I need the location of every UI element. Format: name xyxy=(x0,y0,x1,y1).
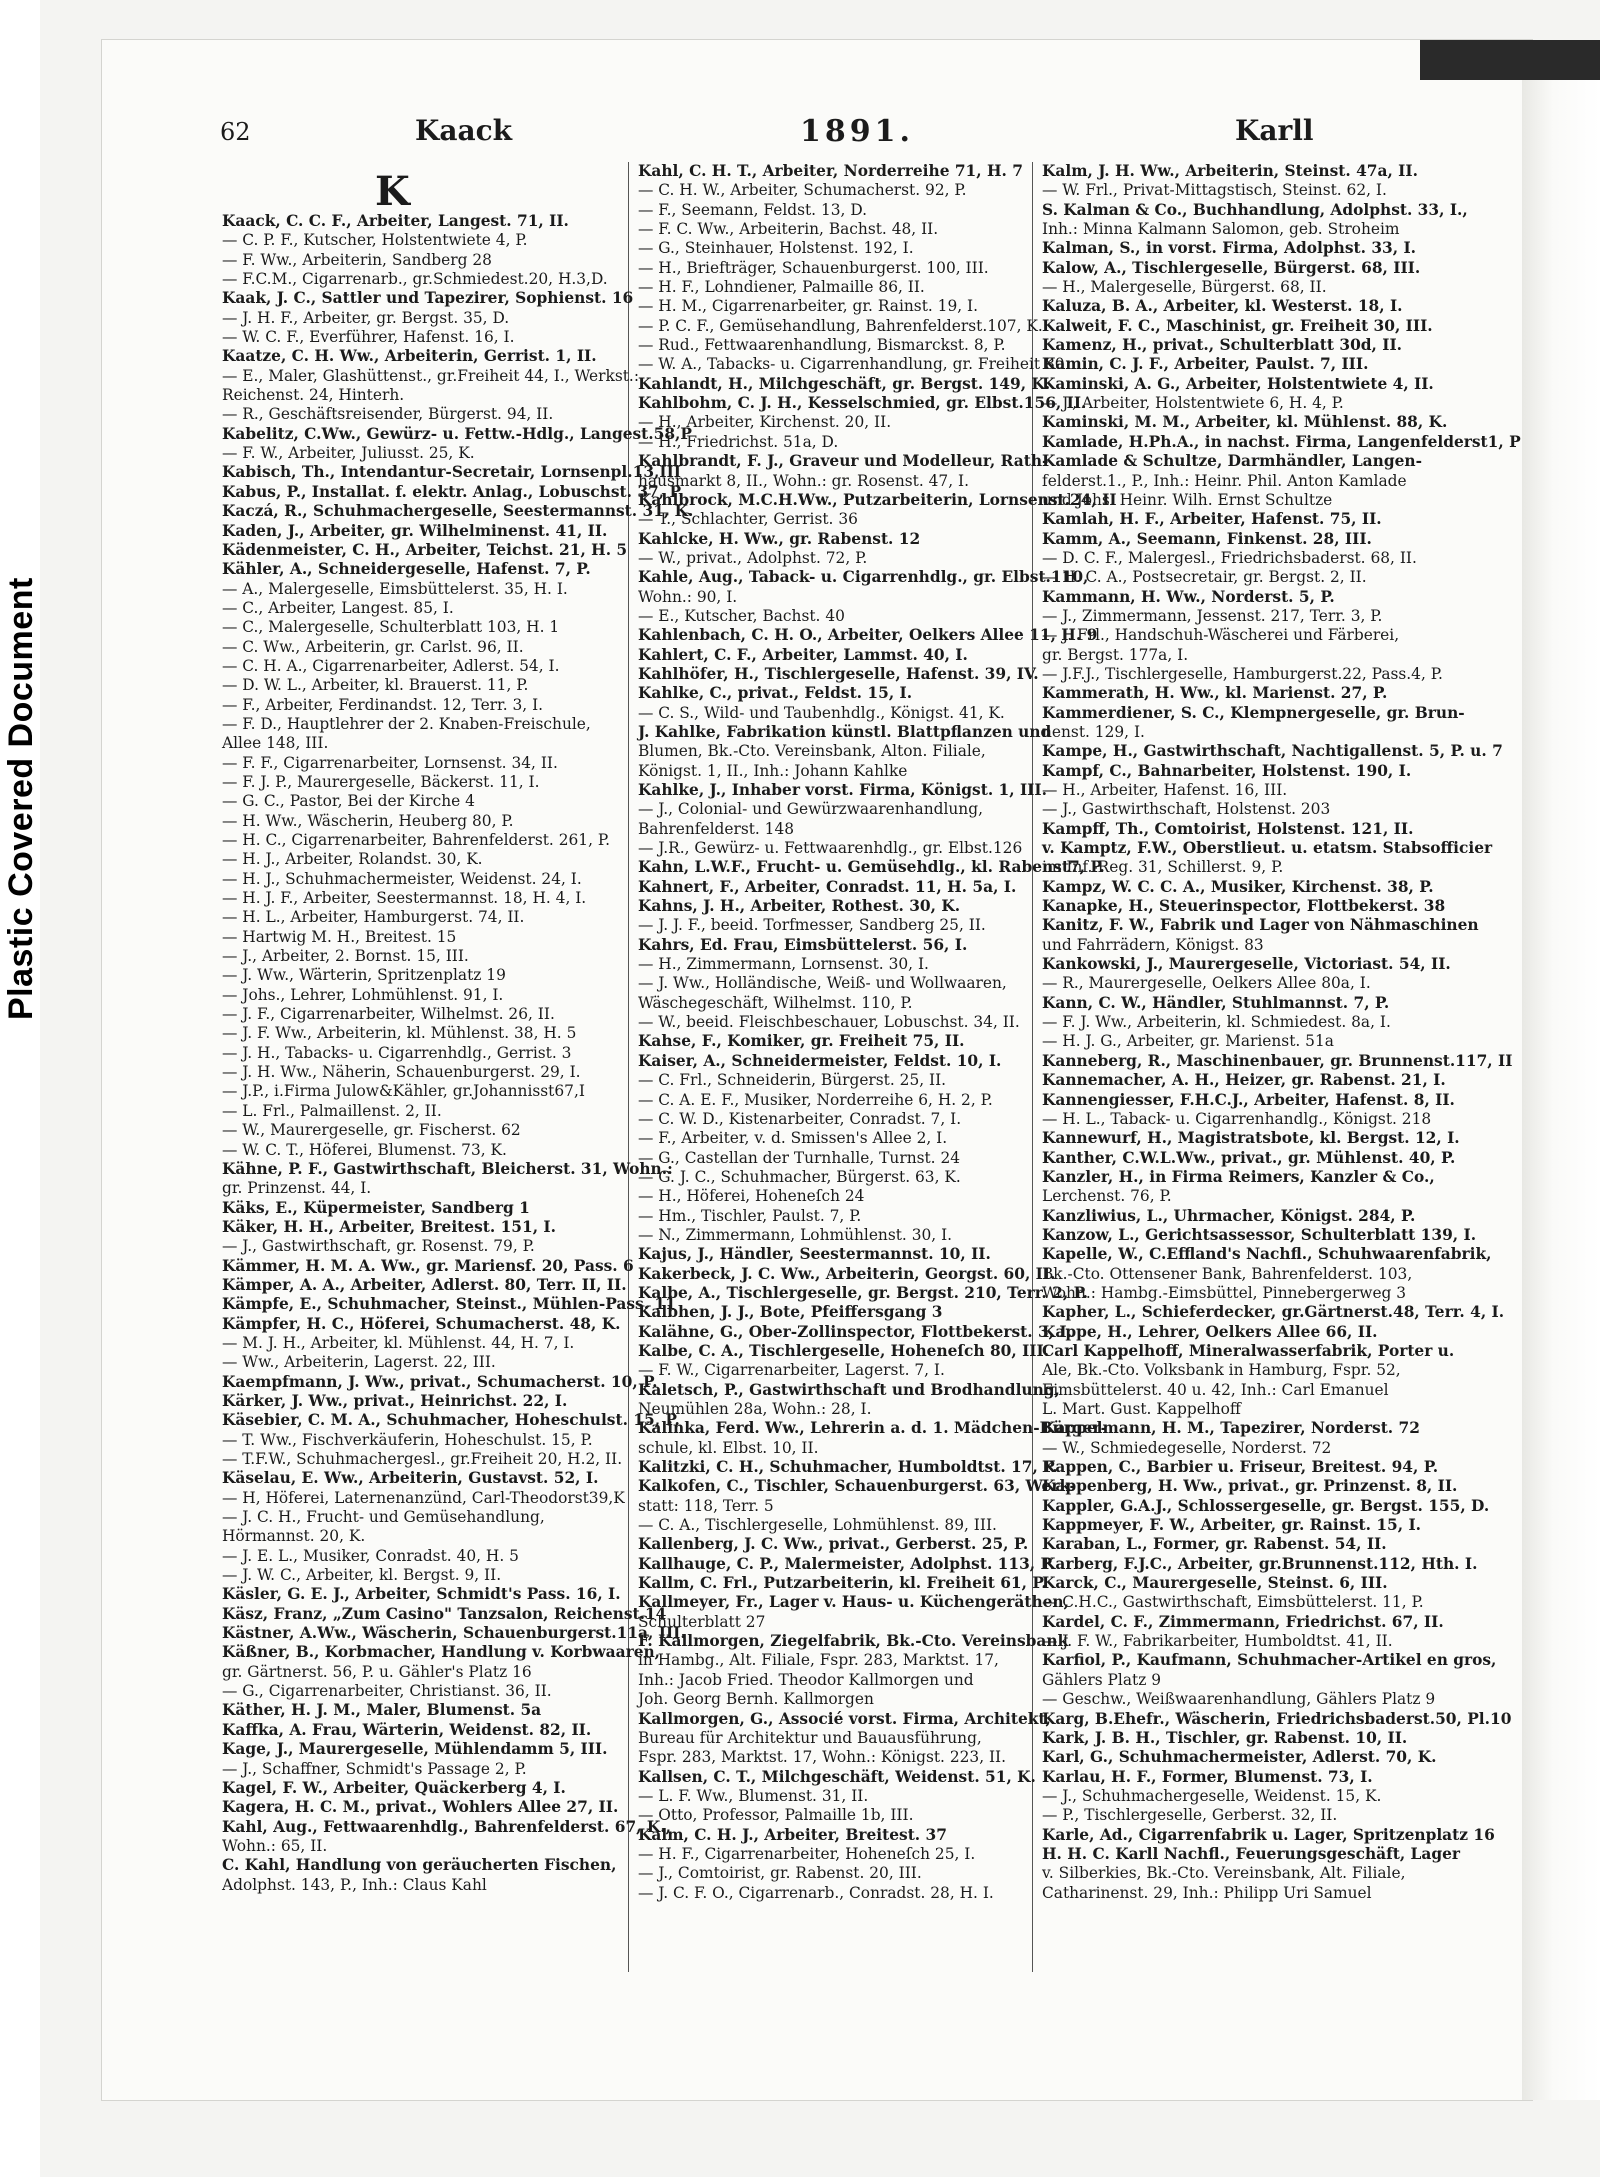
directory-entry: Reichenst. 24, Hinterh. xyxy=(222,386,405,405)
directory-entry: Karl, G., Schuhmachermeister, Adlerst. 70, K. xyxy=(1042,1748,1437,1767)
directory-entry: — H., Arbeiter, Hafenst. 16, III. xyxy=(1042,781,1288,799)
directory-entry: Königst. 1, II., Inh.: Johann Kahlke xyxy=(638,761,908,780)
directory-entry: und Johs. Heinr. Wilh. Ernst Schultze xyxy=(1042,490,1333,509)
directory-entry: Kallsen, C. T., Milchgeschäft, Weidenst. 51, K. xyxy=(638,1767,1036,1786)
directory-entry: — W. A., Tabacks- u. Cigarrenhandlung, gr. Freiheit 80 xyxy=(638,355,1065,374)
directory-entry: statt: 118, Terr. 5 xyxy=(638,1496,774,1515)
directory-entry: — J. J. F., beeid. Torfmesser, Sandberg 25, II. xyxy=(638,916,986,935)
directory-entry: Kalitzki, C. H., Schuhmacher, Humboldtst. 17, P. xyxy=(638,1458,1058,1477)
directory-entry: Hörmannst. 20, K. xyxy=(222,1527,366,1546)
directory-entry: Kalman, S., in vorst. Firma, Adolphst. 33, I. xyxy=(1042,239,1417,258)
directory-entry: gr. Bergst. 177a, I. xyxy=(1042,645,1189,664)
directory-entry: Karle, Ad., Cigarrenfabrik u. Lager, Spritzenplatz 16 xyxy=(1042,1825,1495,1844)
directory-entry: F. Kallmorgen, Ziegelfabrik, Bk.-Cto. Vereinsbank xyxy=(638,1632,1069,1651)
directory-entry: Kannewurf, H., Magistratsbote, kl. Bergst. 12, I. xyxy=(1042,1129,1460,1148)
directory-entry: — G. C., Pastor, Bei der Kirche 4 xyxy=(222,792,475,811)
directory-entry: — G., Steinhauer, Holstenst. 192, I. xyxy=(638,239,914,258)
directory-entry: — F. J. P., Maurergeselle, Bäckerst. 11, I. xyxy=(222,772,540,791)
directory-entry: — H., Zimmermann, Lornsenst. 30, I. xyxy=(638,955,929,974)
directory-entry: — R., Maurergeselle, Oelkers Allee 80a, I. xyxy=(1042,974,1371,993)
directory-entry: Kahlbrandt, F. J., Graveur und Modelleur, Rath- xyxy=(638,452,1049,471)
directory-entry: — J. H. F., Arbeiter, gr. Bergst. 35, D. xyxy=(222,308,510,327)
directory-entry: — R., Geschäftsreisender, Bürgerst. 94, II. xyxy=(222,405,554,424)
directory-entry: — Hm., Tischler, Paulst. 7, P. xyxy=(638,1206,862,1225)
directory-entry: Kahn, L.W.F., Frucht- u. Gemüsehdlg., kl. Rabenst7, P. xyxy=(638,858,1105,877)
directory-entry: — F. J. Ww., Arbeiterin, kl. Schmiedest. 8a, I. xyxy=(1042,1013,1391,1032)
directory-entry: Wohn.: 65, II. xyxy=(222,1836,328,1855)
directory-entry: Karberg, F.J.C., Arbeiter, gr.Brunnenst.112, Hth. I. xyxy=(1042,1554,1478,1573)
directory-entry: Blumen, Bk.-Cto. Vereinsbank, Alton. Filiale, xyxy=(638,742,986,761)
directory-entry: Kämpfer, H. C., Höferei, Schumacherst. 48, K. xyxy=(222,1314,621,1333)
page-edge xyxy=(1522,40,1600,2100)
directory-entry: Kampe, H., Gastwirthschaft, Nachtigallenst. 5, P. u. 7 xyxy=(1042,742,1503,761)
directory-entry: Kanzliwius, L., Uhrmacher, Königst. 284, P. xyxy=(1042,1206,1416,1225)
directory-entry: — H., Briefträger, Schauenburgerst. 100, III. xyxy=(638,258,989,277)
directory-entry: Käker, H. H., Arbeiter, Breitest. 151, I. xyxy=(222,1217,556,1236)
directory-entry: — J.R., Gewürz- u. Fettwaarenhdlg., gr. Elbst.126 xyxy=(638,839,1023,858)
directory-entry: Käther, H. J. M., Maler, Blumenst. 5a xyxy=(222,1701,542,1720)
directory-entry: Kallhauge, C. P., Malermeister, Adolphst. 113, P. xyxy=(638,1554,1055,1573)
directory-entry: schule, kl. Elbst. 10, II. xyxy=(638,1438,819,1457)
directory-entry: Kahrs, Ed. Frau, Eimsbüttelerst. 56, I. xyxy=(638,935,968,954)
directory-entry: Bureau für Architektur und Bauausführung, xyxy=(638,1728,982,1747)
directory-entry: — J., Gastwirthschaft, gr. Rosenst. 79, P. xyxy=(222,1237,535,1256)
directory-entry: Kammerdiener, S. C., Klempnergeselle, gr. Brun- xyxy=(1042,703,1465,722)
left-catchword: Kaack xyxy=(415,114,513,147)
directory-entry: Kaack, C. C. F., Arbeiter, Langest. 71, II. xyxy=(222,212,569,230)
directory-entry: — J. W. C., Arbeiter, kl. Bergst. 9, II. xyxy=(222,1566,502,1585)
directory-entry: Kärker, J. Ww., privat., Heinrichst. 22, I. xyxy=(222,1391,568,1410)
directory-entry: Kakerbeck, J. C. Ww., Arbeiterin, Georgst. 60, II. xyxy=(638,1264,1056,1283)
directory-entry: Kahlhöfer, H., Tischlergeselle, Hafenst. 39, IV. xyxy=(638,664,1039,683)
directory-entry: — Hartwig M. H., Breitest. 15 xyxy=(222,927,457,946)
directory-entry: — J. Ww., Wärterin, Spritzenplatz 19 xyxy=(222,966,506,985)
directory-entry: — H. M., Cigarrenarbeiter, gr. Rainst. 19, I. xyxy=(638,297,979,316)
directory-entry: — D. C. F., Malergesl., Friedrichsbaderst. 68, II. xyxy=(1042,548,1417,567)
directory-entry: — Otto, Professor, Palmaille 1b, III. xyxy=(638,1806,914,1825)
directory-entry: Neumühlen 28a, Wohn.: 28, I. xyxy=(638,1400,872,1418)
directory-entry: Kaminski, A. G., Arbeiter, Holstentwiete 4, II. xyxy=(1042,374,1434,393)
directory-entry: Kästner, A.Ww., Wäscherin, Schauenburgerst.11a, III. xyxy=(222,1624,686,1643)
directory-entry: — J., Arbeiter, Holstentwiete 6, H. 4, P. xyxy=(1042,394,1344,413)
directory-entry: Kannemacher, A. H., Heizer, gr. Rabenst. 21, I. xyxy=(1042,1071,1446,1090)
directory-entry: in Hambg., Alt. Filiale, Fspr. 283, Marktst. 17, xyxy=(638,1651,999,1670)
directory-entry: im Inf.-Reg. 31, Schillerst. 9, P. xyxy=(1042,858,1284,877)
directory-entry: — F. Ww., Arbeiterin, Sandberg 28 xyxy=(222,250,492,269)
directory-entry: Kage, J., Maurergeselle, Mühlendamm 5, III. xyxy=(222,1740,608,1759)
directory-entry: — J. F. Ww., Arbeiterin, kl. Mühlenst. 38, H. 5 xyxy=(222,1024,577,1043)
directory-entry: Kahl, Aug., Fettwaarenhdlg., Bahrenfelderst. 67, K., xyxy=(222,1817,671,1836)
directory-entry: Kappenberg, H. Ww., privat., gr. Prinzenst. 8, II. xyxy=(1042,1477,1458,1496)
directory-entry: Eimsbüttelerst. 40 u. 42, Inh.: Carl Emanuel xyxy=(1042,1380,1389,1399)
directory-entry: — H. J., Schuhmachermeister, Weidenst. 24, I. xyxy=(222,869,582,888)
directory-entry: Kamm, A., Seemann, Finkenst. 28, III. xyxy=(1042,529,1372,548)
directory-entry: Kanitz, F. W., Fabrik und Lager von Nähmaschinen xyxy=(1042,916,1479,935)
entry-list xyxy=(1042,162,1521,1903)
directory-entry: — W. C. T., Höferei, Blumenst. 73, K. xyxy=(222,1140,507,1159)
directory-entry: Joh. Georg Bernh. Kallmorgen xyxy=(638,1690,874,1709)
directory-entry: Kappe, H., Lehrer, Oelkers Allee 66, II. xyxy=(1042,1322,1378,1341)
directory-entry: — C. A., Tischlergeselle, Lohmühlenst. 89, III. xyxy=(638,1516,997,1535)
directory-entry: Kahlke, J., Inhaber vorst. Firma, Königst. 1, III. xyxy=(638,781,1047,799)
directory-entry: — F. F., Cigarrenarbeiter, Lornsenst. 34, II. xyxy=(222,753,558,772)
directory-entry: Kallmorgen, G., Associé vorst. Firma, Architekt, xyxy=(638,1709,1051,1728)
directory-entry: — J., Schaffner, Schmidt's Passage 2, P. xyxy=(222,1759,527,1778)
directory-entry: — H. C. A., Postsecretair, gr. Bergst. 2, II. xyxy=(1042,568,1367,587)
directory-entry: Kammann, H. Ww., Norderst. 5, P. xyxy=(1042,587,1335,606)
directory-entry: Karaban, L., Former, gr. Rabenst. 54, II. xyxy=(1042,1535,1387,1554)
directory-entry: Kaczá, R., Schuhmachergeselle, Seestermannst. 31, K. xyxy=(222,502,694,521)
directory-entry: Kalbhen, J. J., Bote, Pfeiffersgang 3 xyxy=(638,1303,943,1322)
directory-entry: Allee 148, III. xyxy=(222,734,329,753)
directory-entry: Kahlke, C., privat., Feldst. 15, I. xyxy=(638,684,913,703)
directory-entry: Kahlbrock, M.C.H.Ww., Putzarbeiterin, Lornsenst.24, II xyxy=(638,490,1117,509)
directory-entry: Kanneberg, R., Maschinenbauer, gr. Brunnenst.117, II xyxy=(1042,1051,1513,1070)
directory-entry: Karck, C., Maurergeselle, Steinst. 6, III. xyxy=(1042,1574,1388,1593)
directory-entry: — F., Arbeiter, Ferdinandst. 12, Terr. 3, I. xyxy=(222,695,544,714)
directory-entry: Käsler, G. E. J., Arbeiter, Schmidt's Pass. 16, I. xyxy=(222,1585,621,1604)
directory-entry: Kaluza, B. A., Arbeiter, kl. Westerst. 18, I. xyxy=(1042,297,1403,316)
directory-entry: Catharinenst. 29, Inh.: Philipp Uri Samuel xyxy=(1042,1883,1372,1902)
directory-entry: Käks, E., Küpermeister, Sandberg 1 xyxy=(222,1198,530,1217)
directory-entry: Kahlandt, H., Milchgeschäft, gr. Bergst. 149, K. xyxy=(638,374,1051,393)
directory-entry: Kähler, A., Schneidergeselle, Hafenst. 7, P. xyxy=(222,560,591,579)
directory-entry: L. Mart. Gust. Kappelhoff xyxy=(1042,1400,1241,1418)
directory-entry: Ale, Bk.-Cto. Volksbank in Hamburg, Fspr. 52, xyxy=(1042,1361,1401,1380)
directory-entry: — Geschw., Weißwaarenhandlung, Gählers Platz 9 xyxy=(1042,1690,1436,1709)
directory-entry: Kämmer, H. M. A. Ww., gr. Mariensf. 20, Pass. 6 xyxy=(222,1256,634,1275)
directory-entry: und Fahrrädern, Königst. 83 xyxy=(1042,935,1264,954)
directory-entry: — J., Gastwirthschaft, Holstenst. 203 xyxy=(1042,800,1331,819)
directory-entry: Kampz, W. C. C. A., Musiker, Kirchenst. 38, P. xyxy=(1042,877,1434,896)
directory-entry: — J. F. W., Fabrikarbeiter, Humboldtst. 41, II. xyxy=(1042,1632,1393,1651)
directory-entry: — C., Malergeselle, Schulterblatt 103, H. 1 xyxy=(222,618,560,637)
directory-entry: — J., Arbeiter, 2. Bornst. 15, III. xyxy=(222,947,469,966)
directory-entry: Kanapke, H., Steuerinspector, Flottbekerst. 38 xyxy=(1042,897,1446,916)
directory-entry: Karg, B.Ehefr., Wäscherin, Friedrichsbaderst.50, Pl.10 xyxy=(1042,1709,1512,1728)
directory-entry: — T. Ww., Fischverkäuferin, Hoheschulst. 15, P. xyxy=(222,1430,593,1449)
directory-entry: — H. J. G., Arbeiter, gr. Marienst. 51a xyxy=(1042,1032,1334,1051)
directory-entry: — H. C., Cigarrenarbeiter, Bahrenfelderst. 261, P. xyxy=(222,831,610,849)
directory-entry: — C.H.C., Gastwirthschaft, Eimsbüttelerst. 11, P. xyxy=(1042,1593,1424,1612)
directory-entry: Inh.: Minna Kalmann Salomon, geb. Stroheim xyxy=(1042,220,1400,239)
directory-entry: — J., Zimmermann, Jessenst. 217, Terr. 3, P. xyxy=(1042,606,1383,625)
directory-entry: — C. P. F., Kutscher, Holstentwiete 4, P. xyxy=(222,231,528,250)
directory-entry: — F. D., Hauptlehrer der 2. Knaben-Freischule, xyxy=(222,714,591,733)
directory-entry: Kamlade, H.Ph.A., in nachst. Firma, Langenfelderst1, P xyxy=(1042,432,1521,451)
directory-entry: Kannengiesser, F.H.C.J., Arbeiter, Hafenst. 8, II. xyxy=(1042,1090,1455,1109)
directory-entry: Kann, C. W., Händler, Stuhlmannst. 7, P. xyxy=(1042,993,1390,1012)
directory-entry: — F.C.M., Cigarrenarb., gr.Schmiedest.20, H.3,D. xyxy=(222,270,608,289)
side-band xyxy=(0,0,40,2177)
directory-entry: — J. C. H., Frucht- und Gemüsehandlung, xyxy=(222,1508,545,1527)
directory-entry: Bk.-Cto. Ottensener Bank, Bahrenfelderst. 103, xyxy=(1042,1264,1413,1283)
directory-entry: — Rud., Fettwaarenhandlung, Bismarckst. 8, P. xyxy=(638,336,1006,355)
directory-entry: Kalkofen, C., Tischler, Schauenburgerst. 63, Werk- xyxy=(638,1477,1076,1496)
directory-entry: — G., Cigarrenarbeiter, Christianst. 36, II. xyxy=(222,1682,552,1701)
directory-entry: — J. F., Cigarrenarbeiter, Wilhelmst. 26, II. xyxy=(222,1005,555,1024)
directory-entry: — J.F.J., Tischlergeselle, Hamburgerst.22, Pass.4, P. xyxy=(1042,664,1443,683)
directory-entry: Kanzow, L., Gerichtsassessor, Schulterblatt 139, I. xyxy=(1042,1225,1477,1244)
directory-entry: Kappelmann, H. M., Tapezirer, Norderst. 72 xyxy=(1042,1419,1420,1438)
directory-entry: — J. H. Ww., Näherin, Schauenburgerst. 29, I. xyxy=(222,1063,581,1082)
directory-entry: — Ww., Arbeiterin, Lagerst. 22, III. xyxy=(222,1353,496,1372)
dark-corner xyxy=(1420,40,1600,80)
directory-entry: — F. C. Ww., Arbeiterin, Bachst. 48, II. xyxy=(638,220,939,239)
directory-entry: — C. W. D., Kistenarbeiter, Conradst. 7, I. xyxy=(638,1109,962,1128)
directory-entry: Kankowski, J., Maurergeselle, Victoriast. 54, II. xyxy=(1042,955,1451,974)
directory-entry: Kalweit, F. C., Maschinist, gr. Freiheit 30, III. xyxy=(1042,316,1433,335)
directory-entry: — H. J. F., Arbeiter, Seestermannst. 18, H. 4, I. xyxy=(222,889,587,908)
directory-entry: — F., Arbeiter, v. d. Smissen's Allee 2, I. xyxy=(638,1129,948,1148)
directory-entry: Kahl, C. H. T., Arbeiter, Norderreihe 71, H. 7 xyxy=(638,162,1023,180)
page-year: 1891. xyxy=(800,114,914,149)
directory-entry: gr. Gärtnerst. 56, P. u. Gähler's Platz 16 xyxy=(222,1662,532,1681)
directory-entry: Kallm, C. Frl., Putzarbeiterin, kl. Freiheit 61, P. xyxy=(638,1574,1047,1593)
directory-entry: — J., Schuhmachergeselle, Weidenst. 15, K. xyxy=(1042,1786,1382,1805)
directory-entry: S. Kalman & Co., Buchhandlung, Adolphst. 33, I., xyxy=(1042,200,1468,219)
directory-entry: — C. H. A., Cigarrenarbeiter, Adlerst. 54, I. xyxy=(222,656,560,675)
directory-entry: — J. Ww., Holländische, Weiß- und Wollwaaren, xyxy=(638,974,1007,993)
directory-entry: Kaempfmann, J. Ww., privat., Schumacherst. 10, P. xyxy=(222,1372,658,1391)
directory-entry: Kamlade & Schultze, Darmhändler, Langen- xyxy=(1042,452,1422,471)
directory-entry: — H. J., Arbeiter, Rolandst. 30, K. xyxy=(222,850,483,869)
directory-entry: — J. H., Tabacks- u. Cigarrenhdlg., Gerrist. 3 xyxy=(222,1043,572,1062)
directory-entry: Kallenberg, J. C. Ww., privat., Gerberst. 25, P. xyxy=(638,1535,1029,1554)
directory-entry: Schulterblatt 27 xyxy=(638,1612,766,1631)
directory-entry: — H. F., Cigarrenarbeiter, Hoheneſch 25, I. xyxy=(638,1844,976,1863)
directory-entry: Kappler, G.A.J., Schlossergeselle, gr. Bergst. 155, D. xyxy=(1042,1496,1490,1515)
directory-entry: — P., Tischlergeselle, Gerberst. 32, II. xyxy=(1042,1806,1338,1825)
directory-entry: Kammerath, H. Ww., kl. Marienst. 27, P. xyxy=(1042,684,1388,703)
directory-entry: — J.P., i.Firma Julow&Kähler, gr.Johannisst67,I xyxy=(222,1082,585,1101)
directory-entry: — W. Frl., Privat-Mittagstisch, Steinst. 62, I. xyxy=(1042,181,1387,200)
directory-entry: Kappen, C., Barbier u. Friseur, Breitest. 94, P. xyxy=(1042,1458,1439,1477)
directory-entry: — C. H. W., Arbeiter, Schumacherst. 92, P. xyxy=(638,181,967,200)
directory-entry: Käßner, B., Korbmacher, Handlung v. Korbwaaren, xyxy=(222,1643,661,1662)
directory-entry: Kämper, A. A., Arbeiter, Adlerst. 80, Terr. II, II. xyxy=(222,1275,627,1294)
directory-entry: — C. S., Wild- und Taubenhdlg., Königst. 41, K. xyxy=(638,703,1005,722)
directory-entry: nenst. 129, I. xyxy=(1042,722,1145,741)
directory-entry: Kapher, L., Schieferdecker, gr.Gärtnerst.48, Terr. 4, I. xyxy=(1042,1303,1505,1322)
directory-entry: Kädenmeister, C. H., Arbeiter, Teichst. 21, H. 5 xyxy=(222,540,628,559)
directory-entry: Lerchenst. 76, P. xyxy=(1042,1187,1172,1206)
directory-entry: Gählers Platz 9 xyxy=(1042,1670,1161,1689)
directory-entry: Bahrenfelderst. 148 xyxy=(638,819,795,838)
directory-entry: Kappmeyer, F. W., Arbeiter, gr. Rainst. 15, I. xyxy=(1042,1516,1422,1535)
directory-entry: Karlau, H. F., Former, Blumenst. 73, I. xyxy=(1042,1767,1373,1786)
directory-entry: Adolphst. 143, P., Inh.: Claus Kahl xyxy=(222,1875,487,1894)
page-header xyxy=(120,112,1420,156)
directory-entry: Kark, J. B. H., Tischler, gr. Rabenst. 10, II. xyxy=(1042,1728,1408,1747)
directory-entry: — G., Castellan der Turnhalle, Turnst. 24 xyxy=(638,1148,961,1167)
directory-entry: Kallmeyer, Fr., Lager v. Haus- u. Küchengeräthen, xyxy=(638,1593,1069,1612)
directory-entry: Kabisch, Th., Intendantur-Secretair, Lornsenpl.13,III xyxy=(222,463,681,482)
directory-entry: — F. W., Arbeiter, Juliusst. 25, K. xyxy=(222,444,475,463)
directory-entry: Kahns, J. H., Arbeiter, Rothest. 30, K. xyxy=(638,897,961,916)
directory-entry: — P. C. F., Gemüsehandlung, Bahrenfelderst.107, K. xyxy=(638,316,1043,335)
directory-entry: Kalähne, G., Ober-Zollinspector, Flottbekerst. 3, I. xyxy=(638,1322,1072,1341)
column-3 xyxy=(1042,162,1521,1902)
directory-entry: Kaiser, A., Schneidermeister, Feldst. 10, I. xyxy=(638,1051,1002,1070)
directory-entry: Kagera, H. C. M., privat., Wohlers Allee 27, II. xyxy=(222,1798,619,1817)
directory-entry: — C. A. E. F., Musiker, Norderreihe 6, H. 2, P. xyxy=(638,1090,993,1109)
directory-entry: Kalinka, Ferd. Ww., Lehrerin a. d. 1. Mädchen-Bürger- xyxy=(638,1419,1107,1438)
directory-entry: Wohn.: 90, I. xyxy=(638,587,738,606)
section-letter: K xyxy=(375,168,410,215)
directory-entry: Kaak, J. C., Sattler und Tapezirer, Sophienst. 16 xyxy=(222,289,634,308)
directory-entry: — L. F. Ww., Blumenst. 31, II. xyxy=(638,1786,869,1805)
right-catchword: Karll xyxy=(1235,114,1314,147)
directory-entry: v. Silberkies, Bk.-Cto. Vereinsbank, Alt. Filiale, xyxy=(1042,1864,1406,1883)
directory-entry: — W., Maurergeselle, gr. Fischerst. 62 xyxy=(222,1121,521,1140)
directory-entry: — J., Colonial- und Gewürzwaarenhandlung, xyxy=(638,800,983,819)
directory-entry: Kalbe, A., Tischlergeselle, gr. Bergst. 210, Terr. 2, P. xyxy=(638,1283,1088,1302)
directory-entry: — W., Schmiedegeselle, Norderst. 72 xyxy=(1042,1438,1332,1457)
directory-entry: Kahnert, F., Arbeiter, Conradst. 11, H. 5a, I. xyxy=(638,877,1017,896)
directory-entry: Kalm, J. H. Ww., Arbeiterin, Steinst. 47a, II. xyxy=(1042,162,1418,180)
side-label: Plastic Covered Document xyxy=(2,577,40,1020)
directory-entry: — W., beeid. Fleischbeschauer, Lobuschst. 34, II. xyxy=(638,1013,1020,1032)
directory-entry: Kanther, C.W.L.Ww., privat., gr. Mühlenst. 40, P. xyxy=(1042,1148,1456,1167)
directory-entry: Kaminski, M. M., Arbeiter, kl. Mühlenst. 88, K. xyxy=(1042,413,1448,432)
directory-entry: — H. F., Lohndiener, Palmaille 86, II. xyxy=(638,278,925,297)
directory-entry: — H., Höferei, Hoheneſch 24 xyxy=(638,1187,865,1206)
directory-entry: Kamenz, H., privat., Schulterblatt 30d, II. xyxy=(1042,336,1403,355)
directory-entry: Carl Kappelhoff, Mineralwasserfabrik, Porter u. xyxy=(1042,1341,1455,1360)
page-number: 62 xyxy=(220,118,251,146)
directory-entry: Kämpfe, E., Schuhmacher, Steinst., Mühlen-Pass. 11 xyxy=(222,1295,676,1314)
directory-entry: — E., Kutscher, Bachst. 40 xyxy=(638,606,845,625)
directory-entry: — H., Friedrichst. 51a, D. xyxy=(638,432,839,451)
directory-entry: — J., Comtoirist, gr. Rabenst. 20, III. xyxy=(638,1864,922,1883)
directory-entry: Käsebier, C. M. A., Schuhmacher, Hoheschulst. 15, P. xyxy=(222,1411,680,1430)
directory-entry: Fspr. 283, Marktst. 17, Wohn.: Königst. 223, II. xyxy=(638,1748,1007,1767)
directory-entry: C. Kahl, Handlung von geräucherten Fischen, xyxy=(222,1856,617,1875)
directory-entry: gr. Prinzenst. 44, I. xyxy=(222,1179,372,1198)
directory-entry: Kanzler, H., in Firma Reimers, Kanzler & Co., xyxy=(1042,1167,1435,1186)
directory-entry: felderst.1., P., Inh.: Heinr. Phil. Anton Kamlade xyxy=(1042,471,1407,490)
directory-entry: Kahlbohm, C. J. H., Kesselschmied, gr. Elbst.156, II. xyxy=(638,394,1087,413)
directory-entry: — T.F.W., Schuhmachergesl., gr.Freiheit 20, H.2, II. xyxy=(222,1450,623,1468)
directory-entry: — J. C. F. O., Cigarrenarb., Conradst. 28, H. I. xyxy=(638,1883,994,1902)
directory-entry: v. Kamptz, F.W., Oberstlieut. u. etatsm. Stabsofficier xyxy=(1042,839,1493,858)
directory-entry: Käselau, E. Ww., Arbeiterin, Gustavst. 52, I. xyxy=(222,1469,599,1488)
directory-entry: — F. W., Cigarrenarbeiter, Lagerst. 7, I. xyxy=(638,1361,945,1380)
directory-entry: Kalbe, C. A., Tischlergeselle, Hoheneſch 80, III. xyxy=(638,1341,1050,1360)
directory-entry: — C., Arbeiter, Langest. 85, I. xyxy=(222,598,454,617)
directory-entry: Kaletsch, P., Gastwirthschaft und Brodhandlung, xyxy=(638,1380,1060,1399)
directory-entry: — Johs., Lehrer, Lohmühlenst. 91, I. xyxy=(222,985,504,1004)
directory-entry: — H. L., Arbeiter, Hamburgerst. 74, II. xyxy=(222,908,525,927)
directory-entry: Käsz, Franz, „Zum Casino" Tanzsalon, Reichenst.14 xyxy=(222,1604,667,1623)
directory-entry: — M. J. H., Arbeiter, kl. Mühlenst. 44, H. 7, I. xyxy=(222,1333,575,1352)
directory-entry: Kabus, P., Installat. f. elektr. Anlag., Lobuschst. 37, P. xyxy=(222,482,684,501)
directory-entry: J. Kahlke, Fabrikation künstl. Blattpflanzen und xyxy=(638,722,1052,741)
directory-entry: Kaatze, C. H. Ww., Arbeiterin, Gerrist. 1, II. xyxy=(222,347,597,366)
directory-entry: — C. Frl., Schneiderin, Bürgerst. 25, II. xyxy=(638,1071,947,1090)
directory-entry: Kaffka, A. Frau, Wärterin, Weidenst. 82, II. xyxy=(222,1720,592,1739)
directory-entry: — H., Malergeselle, Bürgerst. 68, II. xyxy=(1042,278,1327,297)
directory-entry: Kardel, C. F., Zimmermann, Friedrichst. 67, II. xyxy=(1042,1612,1444,1631)
directory-entry: — H, Höferei, Laternenanzünd, Carl-Theodorst39,K xyxy=(222,1488,625,1507)
directory-entry: Kähne, P. F., Gastwirthschaft, Bleicherst. 31, Wohn.: xyxy=(222,1159,673,1178)
directory-entry: — D. W. L., Arbeiter, kl. Brauerst. 11, P. xyxy=(222,676,529,695)
directory-entry: — H. Ww., Wäscherin, Heuberg 80, P. xyxy=(222,811,514,830)
directory-entry: Kampff, Th., Comtoirist, Holstenst. 121, II. xyxy=(1042,819,1414,838)
directory-entry: Kamlah, H. F., Arbeiter, Hafenst. 75, II. xyxy=(1042,510,1382,529)
directory-entry: — J. E. L., Musiker, Conradst. 40, H. 5 xyxy=(222,1546,519,1565)
directory-entry: H. H. C. Karll Nachfl., Feuerungsgeschäft, Lager xyxy=(1042,1844,1461,1863)
directory-entry: Inh.: Jacob Fried. Theodor Kallmorgen und xyxy=(638,1670,974,1689)
directory-entry: Kahlenbach, C. H. O., Arbeiter, Oelkers Allee 11, H. 9 xyxy=(638,626,1098,645)
directory-entry: — N., Zimmermann, Lohmühlenst. 30, I. xyxy=(638,1225,953,1244)
directory-entry: — C. Ww., Arbeiterin, gr. Carlst. 96, II. xyxy=(222,637,524,656)
directory-entry: — T., Schlachter, Gerrist. 36 xyxy=(638,510,858,529)
directory-entry: — G. J. C., Schuhmacher, Bürgerst. 63, K. xyxy=(638,1167,961,1186)
directory-entry: — F., Seemann, Feldst. 13, D. xyxy=(638,200,868,219)
directory-entry: Kahlcke, H. Ww., gr. Rabenst. 12 xyxy=(638,529,921,548)
directory-entry: Kahlert, C. F., Arbeiter, Lammst. 40, I. xyxy=(638,645,968,664)
directory-entry: — H. L., Taback- u. Cigarrenhandlg., Königst. 218 xyxy=(1042,1109,1432,1128)
directory-entry: Kagel, F. W., Arbeiter, Quäckerberg 4, I. xyxy=(222,1778,566,1797)
directory-entry: Kamin, C. J. F., Arbeiter, Paulst. 7, III. xyxy=(1042,355,1369,374)
directory-entry: — E., Maler, Glashüttenst., gr.Freiheit 44, I., Werkst.: xyxy=(222,366,640,385)
directory-entry: Kampf, C., Bahnarbeiter, Holstenst. 190, I. xyxy=(1042,761,1412,780)
directory-entry: — A., Malergeselle, Eimsbüttelerst. 35, H. I. xyxy=(222,579,568,598)
directory-entry: Wohn.: Hambg.-Eimsbüttel, Pinnebergerweg 3 xyxy=(1042,1283,1407,1302)
directory-entry: hausmarkt 8, II., Wohn.: gr. Rosenst. 47, I. xyxy=(638,471,969,490)
directory-entry: Wäschegeschäft, Wilhelmst. 110, P. xyxy=(638,993,913,1012)
directory-entry: Karfiol, P., Kaufmann, Schuhmacher-Artikel en gros, xyxy=(1042,1651,1497,1670)
directory-entry: Kahle, Aug., Taback- u. Cigarrenhdlg., gr. Elbst.110, xyxy=(638,568,1089,587)
directory-entry: — J. Frl., Handschuh-Wäscherei und Färberei, xyxy=(1042,626,1400,645)
directory-entry: Kahse, F., Komiker, gr. Freiheit 75, II. xyxy=(638,1032,965,1051)
directory-entry: — W., privat., Adolphst. 72, P. xyxy=(638,548,868,567)
directory-entry: Kalow, A., Tischlergeselle, Bürgerst. 68, III. xyxy=(1042,258,1421,277)
directory-entry: Kapelle, W., C.Effland's Nachfl., Schuhwaarenfabrik, xyxy=(1042,1245,1492,1264)
directory-entry: Kabelitz, C.Ww., Gewürz- u. Fettw.-Hdlg., Langest.58,P xyxy=(222,424,692,443)
directory-entry: — L. Frl., Palmaillenst. 2, II. xyxy=(222,1101,442,1120)
directory-entry: — W. C. F., Everführer, Hafenst. 16, I. xyxy=(222,328,515,347)
directory-entry: — H., Arbeiter, Kirchenst. 20, II. xyxy=(638,413,892,432)
directory-entry: Kajus, J., Händler, Seestermannst. 10, II. xyxy=(638,1245,991,1264)
directory-entry: Kaden, J., Arbeiter, gr. Wilhelminenst. 41, II. xyxy=(222,521,608,540)
directory-entry: Kalm, C. H. J., Arbeiter, Breitest. 37 xyxy=(638,1825,947,1844)
